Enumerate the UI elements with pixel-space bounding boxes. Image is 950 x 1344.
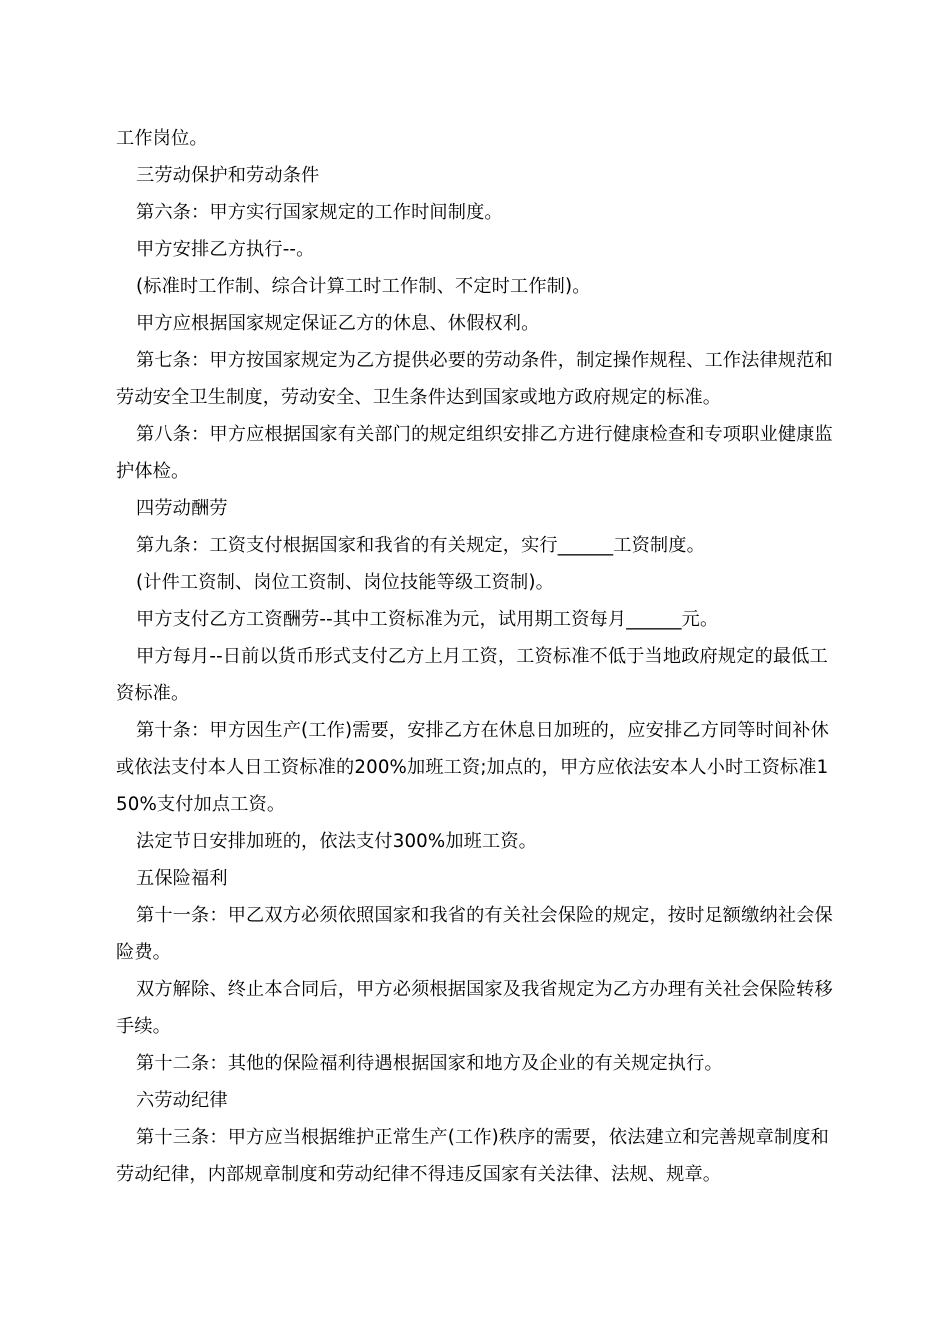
paragraph: (计件工资制、岗位工资制、岗位技能等级工资制)。 [136,572,554,593]
document-body [116,120,836,1193]
article-7: 第七条：甲方按国家规定为乙方提供必要的劳动条件，制定操作规程、工作法律规范和劳动安全卫生制度，劳动安全、卫生条件达到国家或地方政府规定的标准。 [116,350,833,408]
article-10: 第十条：甲方因生产(工作)需要，安排乙方在休息日加班的，应安排乙方同等时间补休或依法支付本人日工资标准的200%加班工资;加点的，甲方应依法安本人小时工资标准150%支付加点工资。 [116,720,829,815]
section-heading-discipline: 六劳动纪律 [136,1090,228,1111]
paragraph: 甲方安排乙方执行--。 [136,239,315,260]
paragraph: 法定节日安排加班的，依法支付300%加班工资。 [136,831,538,852]
paragraph: 甲方支付乙方工资酬劳--其中工资标准为元，试用期工资每月______元。 [136,609,719,630]
paragraph-continuation: 工作岗位。 [116,128,208,149]
paragraph: 甲方应根据国家规定保证乙方的休息、休假权利。 [136,313,540,334]
section-heading-labor-protection: 三劳动保护和劳动条件 [136,165,320,186]
paragraph: 双方解除、终止本合同后，甲方必须根据国家及我省规定为乙方办理有关社会保险转移手续。 [116,979,833,1037]
article-6: 第六条：甲方实行国家规定的工作时间制度。 [136,202,503,223]
article-8: 第八条：甲方应根据国家有关部门的规定组织安排乙方进行健康检查和专项职业健康监护体检。 [116,424,833,482]
section-heading-remuneration: 四劳动酬劳 [136,498,228,519]
section-heading-insurance: 五保险福利 [136,868,228,889]
paragraph: 甲方每月--日前以货币形式支付乙方上月工资，工资标准不低于当地政府规定的最低工资标准。 [116,646,828,704]
article-9: 第九条：工资支付根据国家和我省的有关规定，实行______工资制度。 [136,535,705,556]
article-11: 第十一条：甲乙双方必须依照国家和我省的有关社会保险的规定，按时足额缴纳社会保险费。 [116,905,833,963]
article-13: 第十三条：甲方应当根据维护正常生产(工作)秩序的需要，依法建立和完善规章制度和劳动纪律，内部规章制度和劳动纪律不得违反国家有关法律、法规、规章。 [116,1127,829,1185]
article-12: 第十二条：其他的保险福利待遇根据国家和地方及企业的有关规定执行。 [136,1053,723,1074]
paragraph: (标准时工作制、综合计算工时工作制、不定时工作制)。 [136,276,591,297]
